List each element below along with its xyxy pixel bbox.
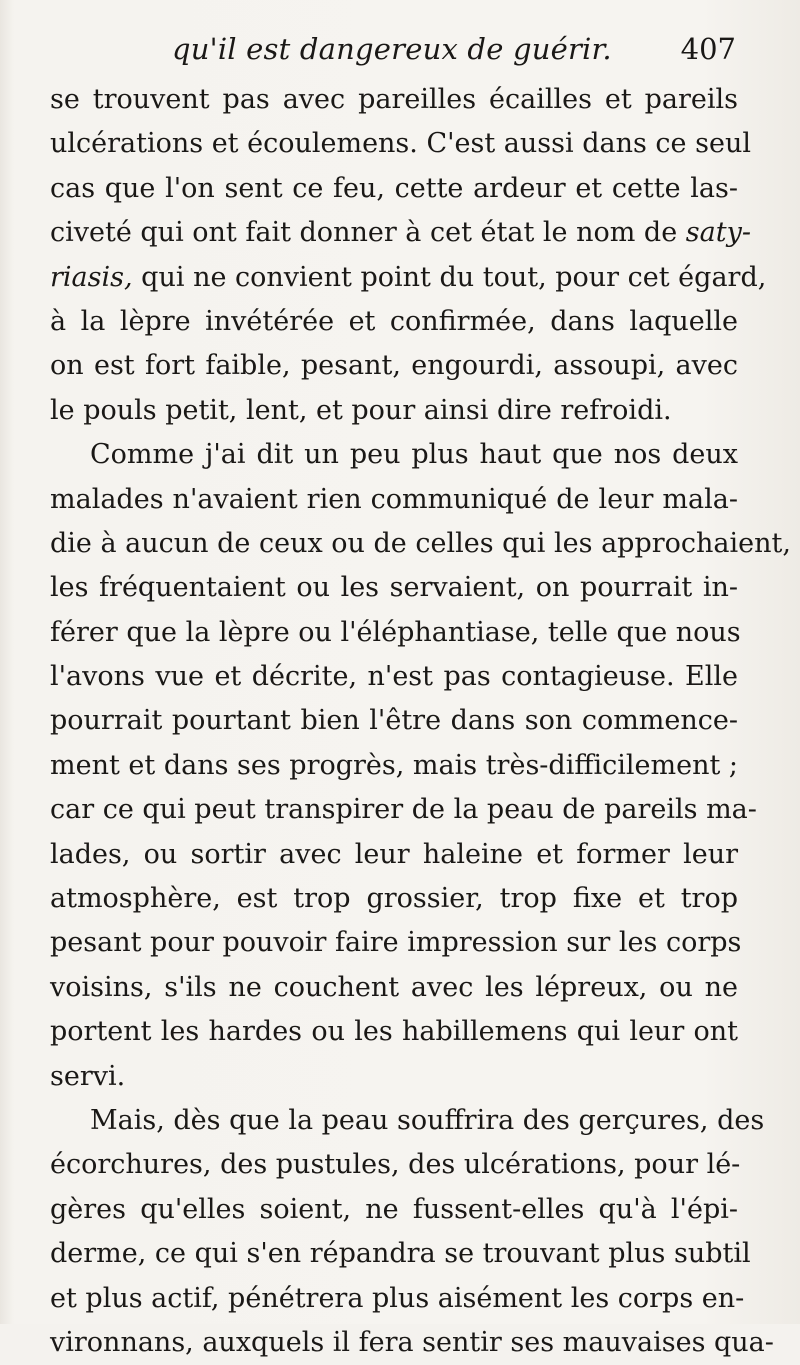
text-line: et plus actif, pénétrera plus aisément les corps en- (50, 1282, 745, 1314)
text-line: ulcérations et écoulemens. C'est aussi dans ce seul (50, 128, 751, 160)
text-line: Comme j'ai dit un peu plus haut que nos deux (90, 439, 738, 471)
text-line: pesant pour pouvoir faire impression sur les corps (50, 927, 742, 959)
text-line-part: civeté qui ont fait donner à cet état le nom de (50, 217, 678, 249)
running-head (52, 24, 736, 72)
text-line: die à aucun de ceux ou de celles qui les approchaient, (50, 527, 791, 559)
text-line: férer que la lèpre ou l'éléphantiase, telle que nous (50, 616, 741, 648)
text-line: à la lèpre invétérée et confirmée, dans laquelle (50, 305, 738, 337)
text-line: lades, ou sortir avec leur haleine et former leur (50, 838, 738, 870)
body-text (50, 78, 791, 1365)
text-line: voisins, s'ils ne couchent avec les lépreux, ou ne (50, 971, 738, 1003)
text-line: pourrait pourtant bien l'être dans son commence- (50, 705, 738, 737)
text-line: derme, ce qui s'en répandra se trouvant plus subtil (50, 1238, 751, 1270)
text-line (50, 256, 767, 300)
page-number: 407 (680, 32, 736, 66)
text-line: écorchures, des pustules, des ulcérations, pour lé- (50, 1149, 741, 1181)
text-line: ment et dans ses progrès, mais très-difficilement ; (50, 749, 739, 781)
text-line: cas que l'on sent ce feu, cette ardeur et cette las- (50, 172, 738, 204)
italic-term: riasis, (50, 261, 133, 293)
running-title: qu'il est dangereux de guérir. (172, 32, 612, 66)
text-line: portent les hardes ou les habillemens qui leur ont (50, 1016, 738, 1048)
text-line: car ce qui peut transpirer de la peau de pareils ma- (50, 794, 757, 826)
text-line: servi. (50, 1060, 126, 1092)
text-line: Mais, dès que la peau souffrira des gerçures, des (90, 1104, 765, 1136)
text-line: on est fort faible, pesant, engourdi, assoupi, avec (50, 350, 738, 382)
text-line-part: qui ne convient point du tout, pour cet égard, (141, 261, 767, 293)
text-line: malades n'avaient rien communiqué de leur mala- (50, 483, 738, 515)
text-line: gères qu'elles soient, ne fussent-elles qu'à l'épi- (50, 1193, 738, 1225)
italic-term: saty- (685, 217, 751, 249)
text-line: les fréquentaient ou les servaient, on pourrait in- (50, 572, 738, 604)
text-line: le pouls petit, lent, et pour ainsi dire refroidi. (50, 394, 672, 426)
text-line: atmosphère, est trop grossier, trop fixe et trop (50, 883, 738, 915)
text-line (50, 211, 751, 255)
text-line: l'avons vue et décrite, n'est pas contagieuse. Elle (50, 661, 738, 693)
text-line: se trouvent pas avec pareilles écailles et pareils (50, 84, 738, 115)
text-line: vironnans, auxquels il fera sentir ses mauvaises qua- (50, 1326, 774, 1358)
